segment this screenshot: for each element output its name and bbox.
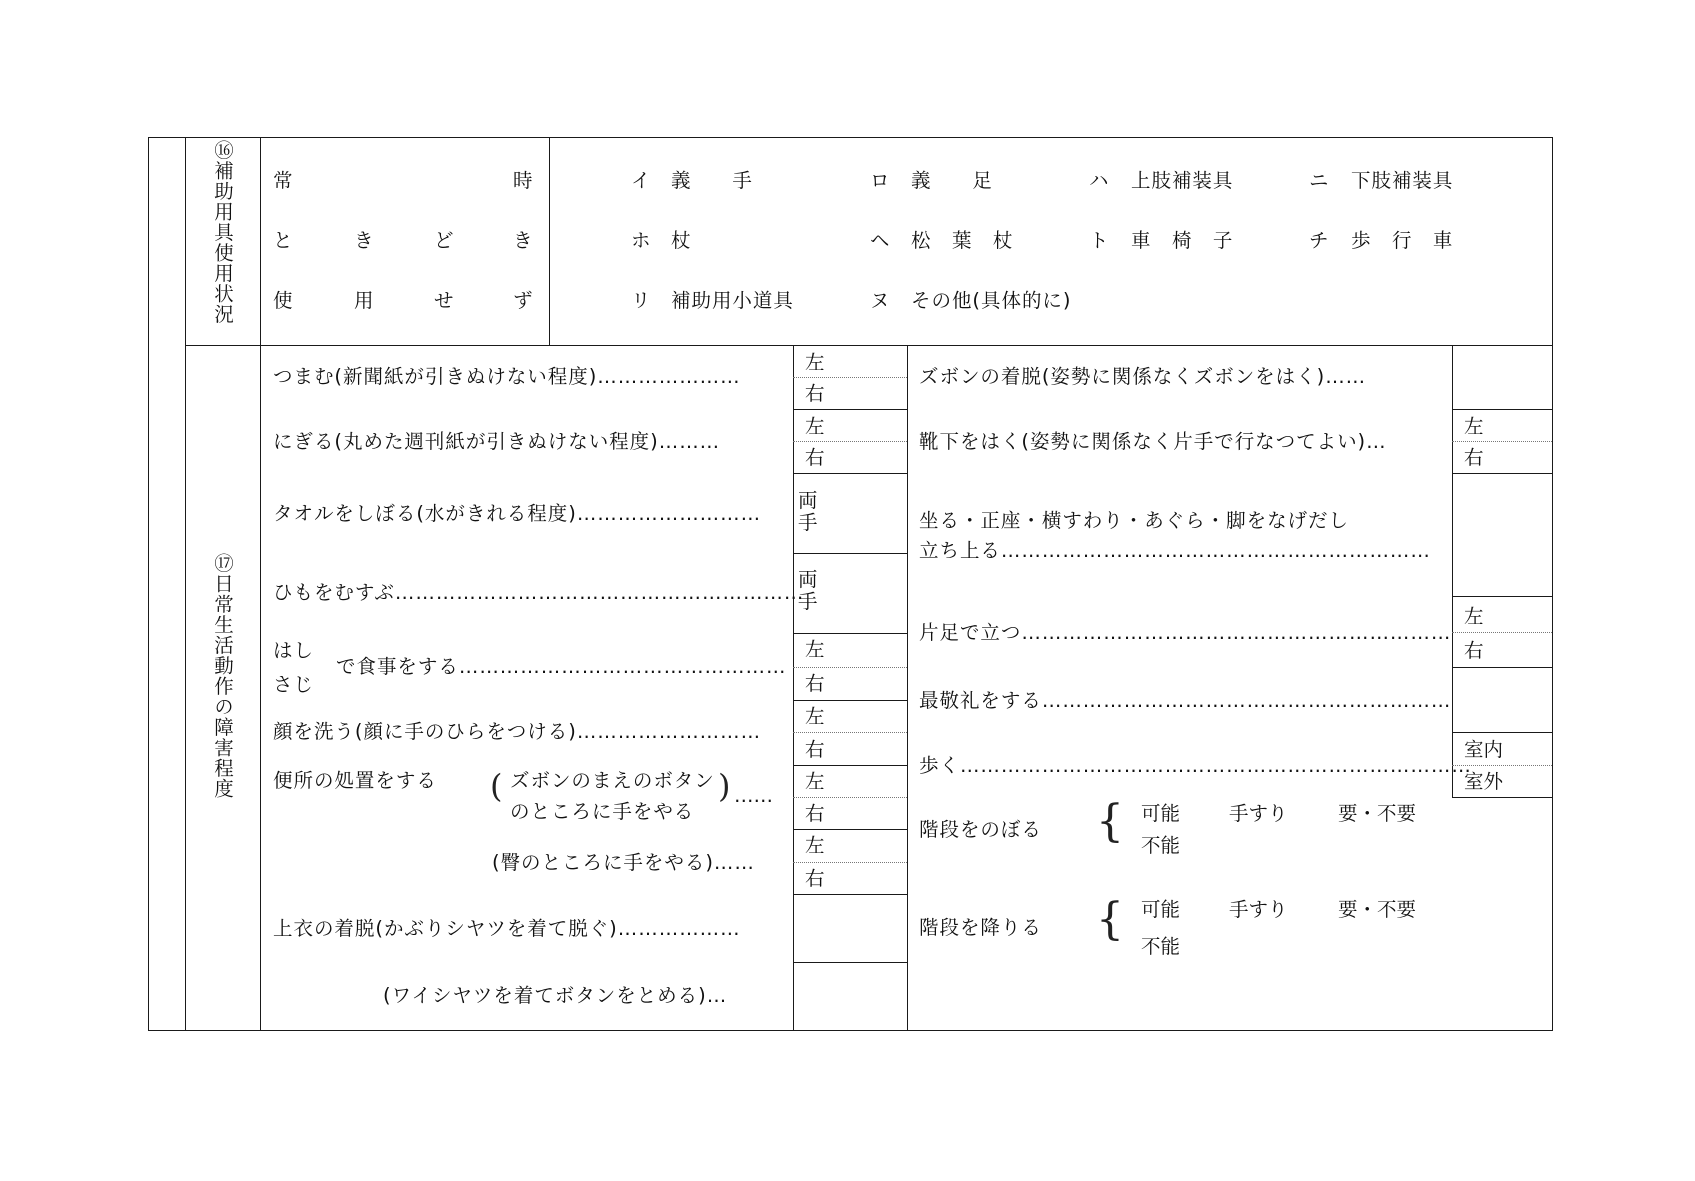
mark-left: 左	[805, 834, 825, 857]
mark-left: 左	[1464, 605, 1484, 628]
section16-title: ⑯補助用具使用状況	[211, 140, 234, 325]
mark-right: 右	[805, 446, 825, 469]
lmark-line	[793, 962, 907, 963]
mark-left: 左	[805, 705, 825, 728]
section-divider	[185, 345, 1552, 346]
toilet-bracket-open: (	[490, 767, 503, 805]
rmark-line	[1452, 473, 1552, 474]
activity-toilet-front-dots: ……	[734, 784, 773, 807]
activity-socks: 靴下をはく(姿勢に関係なく片手で行なつてよい)…	[919, 430, 1387, 453]
section17-title: ⑰日常生活動作の障害程度	[211, 553, 234, 799]
activity-grip: にぎる(丸めた週刊紙が引きぬけない程度)………	[273, 430, 721, 453]
activity-pinch: つまむ(新聞紙が引きぬけない程度)…………………	[273, 365, 741, 388]
activity-bow: 最敬礼をする……………………………………………………	[919, 689, 1452, 712]
mark-right: 右	[805, 382, 825, 405]
frequency-unused-4: ず	[513, 289, 533, 312]
mark-indoor: 室内	[1464, 738, 1504, 761]
device-other: その他(具体的に)	[911, 289, 1072, 312]
rmark-line	[1452, 596, 1552, 597]
table-top-border	[148, 137, 1552, 138]
activity-pants: ズボンの着脱(姿勢に関係なくズボンをはく)……	[919, 365, 1367, 388]
mark-right: 右	[1464, 639, 1484, 662]
lmark-line	[793, 829, 907, 830]
device-upper-limb-orthosis: 上肢補装具	[1131, 169, 1234, 192]
activity-walk: 歩く…………………………………………………………………	[919, 754, 1472, 777]
lmark-line	[793, 409, 907, 410]
device-mark-ho: ホ	[631, 229, 651, 252]
rmark-line	[1452, 667, 1552, 668]
lmark-split	[793, 441, 907, 442]
left-mark-col-left	[793, 345, 794, 1031]
device-mark-ri: リ	[631, 289, 651, 312]
toilet-bracket-close: )	[718, 767, 731, 805]
mark-left: 左	[805, 638, 825, 661]
lmark-split	[793, 732, 907, 733]
mark-left: 左	[805, 351, 825, 374]
frequency-sometimes-4: き	[513, 229, 533, 252]
frequency-sometimes-2: き	[354, 229, 374, 252]
device-small-aids: 補助用小道具	[671, 289, 794, 312]
table-right-border	[1552, 137, 1553, 1031]
mark-left: 左	[805, 415, 825, 438]
table-bottom-border	[148, 1030, 1552, 1031]
activity-toilet-front-1: ズボンのまえのボタン	[510, 769, 715, 792]
device-cane: 杖	[671, 229, 691, 252]
lmark-line	[793, 553, 907, 554]
left-mark-col-right	[907, 345, 908, 1031]
lmark-line	[793, 765, 907, 766]
device-walker: 歩 行 車	[1351, 229, 1454, 252]
mark-both-hands-2: 手	[798, 590, 818, 613]
mark-right: 右	[805, 672, 825, 695]
activity-stairs-up: 階段をのぼる	[919, 818, 1042, 841]
lmark-split	[793, 667, 907, 668]
stairs-up-need: 要・不要	[1338, 802, 1417, 825]
frequency-unused-2: 用	[354, 289, 374, 312]
activity-sit: 坐る・正座・横すわり・あぐら・脚をなげだし	[919, 509, 1349, 532]
frequency-always-2: 時	[513, 169, 533, 192]
table-inner-left-border	[185, 137, 186, 1031]
frequency-unused-1: 使	[273, 289, 293, 312]
activity-wash-face: 顔を洗う(顔に手のひらをつける)………………………	[273, 720, 762, 743]
stairs-down-possible: 可能	[1141, 898, 1181, 921]
device-mark-ha: ハ	[1089, 169, 1109, 192]
table-left-border	[148, 137, 149, 1031]
mark-right: 右	[805, 802, 825, 825]
device-crutches: 松 葉 杖	[911, 229, 1014, 252]
activity-tie-string: ひもをむすぶ……………………………………………………	[273, 581, 805, 604]
mark-left: 左	[1464, 415, 1484, 438]
rmark-split	[1452, 441, 1552, 442]
lmark-split	[793, 797, 907, 798]
frequency-sometimes-1: と	[273, 229, 293, 252]
activity-wring-towel: タオルをしぼる(水がきれる程度)………………………	[273, 502, 762, 525]
activity-toilet: 便所の処置をする	[273, 769, 437, 792]
activity-spoon: さじ	[273, 673, 314, 696]
stairs-up-brace: {	[1096, 796, 1124, 847]
activity-chopsticks: はし	[273, 639, 314, 662]
activity-toilet-front-2: のところに手をやる	[510, 800, 695, 823]
mark-outdoor: 室外	[1464, 770, 1504, 793]
activity-toilet-back: (臀のところに手をやる)……	[492, 851, 755, 874]
device-prosthetic-leg: 義 足	[911, 169, 993, 192]
frequency-unused-3: せ	[434, 289, 454, 312]
mark-left: 左	[805, 770, 825, 793]
device-wheelchair: 車 椅 子	[1131, 229, 1234, 252]
activity-stairs-down: 階段を降りる	[919, 916, 1042, 939]
stairs-up-impossible: 不能	[1141, 834, 1181, 857]
device-mark-to: ト	[1089, 229, 1109, 252]
lmark-line	[793, 700, 907, 701]
stairs-up-handrail: 手すり	[1229, 802, 1288, 825]
device-mark-i: イ	[631, 169, 651, 192]
stairs-down-need: 要・不要	[1338, 898, 1417, 921]
stairs-down-impossible: 不能	[1141, 935, 1181, 958]
rmark-line	[1452, 732, 1552, 733]
stairs-up-possible: 可能	[1141, 802, 1181, 825]
rmark-line	[1452, 797, 1552, 798]
lmark-split	[793, 862, 907, 863]
device-mark-chi: チ	[1309, 229, 1329, 252]
mark-both-hands-1: 両	[798, 489, 818, 512]
mark-right: 右	[805, 738, 825, 761]
mark-both-hands-2: 手	[798, 511, 818, 534]
mark-right: 右	[805, 867, 825, 890]
device-lower-limb-orthosis: 下肢補装具	[1351, 169, 1454, 192]
lmark-line	[793, 894, 907, 895]
mark-right: 右	[1464, 446, 1484, 469]
activity-stand-up: 立ち上る………………………………………………………	[919, 539, 1431, 562]
activity-one-leg: 片足で立つ………………………………………………………	[919, 621, 1452, 644]
activity-eat-meal: で食事をする…………………………………………	[336, 655, 787, 678]
title-column-border	[260, 137, 261, 1031]
stairs-down-handrail: 手すり	[1229, 898, 1288, 921]
section16-divider	[549, 137, 550, 345]
device-mark-he: ヘ	[870, 229, 890, 252]
mark-both-hands-1: 両	[798, 568, 818, 591]
activity-top-pullover: 上衣の着脱(かぶりシヤツを着て脱ぐ)………………	[273, 917, 741, 940]
right-mark-col-left	[1452, 345, 1453, 797]
lmark-line	[793, 473, 907, 474]
frequency-sometimes-3: ど	[434, 229, 454, 252]
device-prosthetic-hand: 義 手	[671, 169, 753, 192]
rmark-line	[1452, 409, 1552, 410]
device-mark-ro: ロ	[870, 169, 890, 192]
lmark-split	[793, 377, 907, 378]
device-mark-ni: ニ	[1309, 169, 1329, 192]
frequency-always-1: 常	[273, 169, 293, 192]
activity-top-button: (ワイシヤツを着てボタンをとめる)…	[383, 984, 728, 1007]
rmark-split	[1452, 632, 1552, 633]
lmark-line	[793, 633, 907, 634]
device-mark-nu: ヌ	[870, 289, 890, 312]
stairs-down-brace: {	[1096, 894, 1124, 945]
